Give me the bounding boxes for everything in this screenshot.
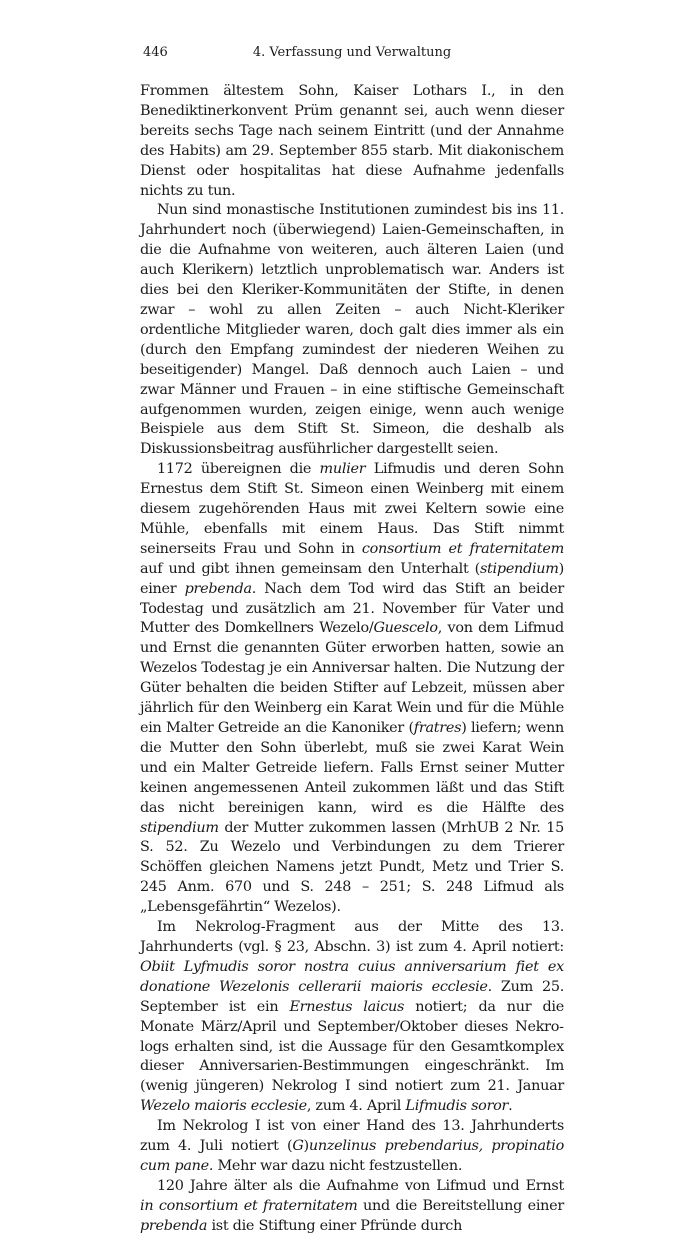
- text-run: Mehr war dazu nicht festzustellen.: [213, 1157, 463, 1174]
- text-run: 120 Jahre älter als die Aufnahme von Lifmud und Ernst: [157, 1177, 564, 1194]
- italic-text: Obiit Lyfmudis soror nostra cuius anniversarium fiet ex donatione Wezelonis cellerarii maioris ecclesie.: [140, 958, 564, 995]
- text-run: Nun sind monastische Institutionen zumindest bis ins 11. Jahrhundert noch (überwiegend) Laien-Gemeinschaften, in die die Aufnahme von weiteren, auch älteren Laien (und auch Klerikern) letztlich unproblematisch war. Anders ist dies bei den Kleriker-Kommunitäten der Stifte, in denen zwar – wohl zu allen Zeiten – auch Nicht-Kleriker ordentliche Mitglieder waren, doch galt dies immer als ein (durch den Empfang zumindest der niederen Weihen zu beseitigender) Mangel. Daß dennoch auch Laien – und zwar Männer und Frauen – in eine stiftische Gemeinschaft aufgenommen wurden, zeigen einige, wenn auch wenige Beispiele aus dem Stift St. Simeon, die deshalb als Diskussionsbeitrag ausführlicher dargestellt seien.: [140, 202, 564, 458]
- text-run: Lifmudis und deren Sohn Ernestus dem Stift St. Simeon einen Weinberg mit einem diesem zugehörenden Haus mit zwei Keltern sowie eine Mühle, ebenfalls mit einem Haus. Das Stift nimmt seinerseits Frau und Sohn in: [140, 461, 564, 557]
- italic-text: prebenda: [184, 580, 252, 597]
- text-run: Im Nekrolog I ist von einer Hand des 13. Jahrhunderts zum 4. Juli notiert (: [140, 1118, 564, 1155]
- italic-text: prebenda: [140, 1217, 208, 1234]
- italic-text: Guescelo: [373, 620, 438, 637]
- text-run: ): [303, 1138, 309, 1155]
- italic-text: Lifmudis soror: [405, 1098, 509, 1115]
- text-run: und die Bereitstellung einer: [357, 1197, 564, 1214]
- italic-text: stipendium: [479, 560, 559, 577]
- italic-text: consortium et fraternitatem: [361, 540, 565, 557]
- paragraph: [140, 201, 564, 460]
- paragraph: [140, 1117, 564, 1177]
- running-header: [143, 44, 561, 62]
- text-run: Frommen ältestem Sohn, Kaiser Lothars I., in den Benediktinerkonvent Prüm genannt sei, auch wenn dieser bereits sechs Tage nach seinem Eintritt (und der Annahme des Habits) am 29. September 855 starb. Mit diakonischem Dienst oder hospitalitas hat diese Aufnahme jedenfalls nichts zu tun.: [140, 83, 564, 199]
- paragraph: [140, 460, 564, 918]
- page-number: 446: [143, 45, 168, 60]
- text-run: , von dem Lifmud und Ernst die genannten Güter erworben hatten, sowie an Wezelos Todestag je ein Anniversar halten. Die Nutzung der Güter behalten die beiden Stifter auf Lebzeit, müssen aber jährlich für den Weinberg ein Karat Wein und für die Mühle ein Malter Getreide an die Kanoniker (: [140, 620, 564, 736]
- chapter-title: 4. Verfassung und Verwaltung: [252, 45, 452, 60]
- text-run: Zum 25. September ist ein: [140, 978, 564, 1015]
- italic-text: in consortium et fraternitatem: [140, 1197, 358, 1214]
- italic-text: unzelinus prebendarius, propinatio cum pane.: [140, 1138, 564, 1174]
- text-run: ) einer: [140, 560, 564, 597]
- text-run: ist die Stiftung einer Pfründe durch: [207, 1217, 463, 1234]
- paragraph: [140, 1177, 564, 1237]
- text-run: . Nach dem Tod wird das Stift an beider Todestag und zusätzlich am 21. November für Vater und Mutter des Domkellners Wezelo/: [140, 580, 564, 637]
- italic-text: Ernestus laicus: [289, 998, 405, 1015]
- italic-text: stipendium: [140, 819, 219, 836]
- text-run: , zum 4. April: [306, 1098, 406, 1115]
- paragraph: [140, 918, 564, 1117]
- text-run: ) liefern; wenn die Mutter den Sohn überlebt, muß sie zwei Karat Wein und ein Malter Getreide liefern. Falls Ernst seiner Mutter keinen angemessenen Anteil zukommen läßt und das Stift das nicht bereinigen kann, wird es die Hälfte des: [140, 720, 564, 816]
- text-run: notiert; da nur die Monate März/April und September/Oktober dieses Nekrologs erhalten sind, ist die Aussage für den Gesamtkomplex dieser Anniversarien-Bestimmungen eingeschränkt. Im (wenig jüngeren) Nekrolog I sind notiert zum 21. Januar: [140, 998, 564, 1095]
- text-run: auf und gibt ihnen gemeinsam den Unterhalt (: [140, 560, 480, 577]
- italic-text: fratres: [413, 720, 462, 736]
- text-run: .: [508, 1098, 513, 1115]
- paragraph: [140, 82, 564, 201]
- italic-text: G: [292, 1138, 304, 1155]
- italic-text: mulier: [319, 461, 366, 478]
- body-text: [140, 82, 564, 1237]
- italic-text: Wezelo maioris ecclesie: [140, 1098, 307, 1115]
- text-run: 1172 übereignen die: [157, 461, 320, 478]
- text-run: Im Nekrolog-Fragment aus der Mitte des 13. Jahrhunderts (vgl. § 23, Abschn. 3) ist zum 4. April notiert:: [140, 919, 564, 955]
- text-run: der Mutter zukommen lassen (MrhUB 2 Nr. 15 S. 52. Zu Wezelo und Verbindungen zu dem Trierer Schöffen gleichen Namens jetzt Pundt, Metz und Trier S. 245 Anm. 670 und S. 248 – 251; S. 248 Lifmud als „Lebensgefährtin“ Wezelos).: [140, 819, 564, 916]
